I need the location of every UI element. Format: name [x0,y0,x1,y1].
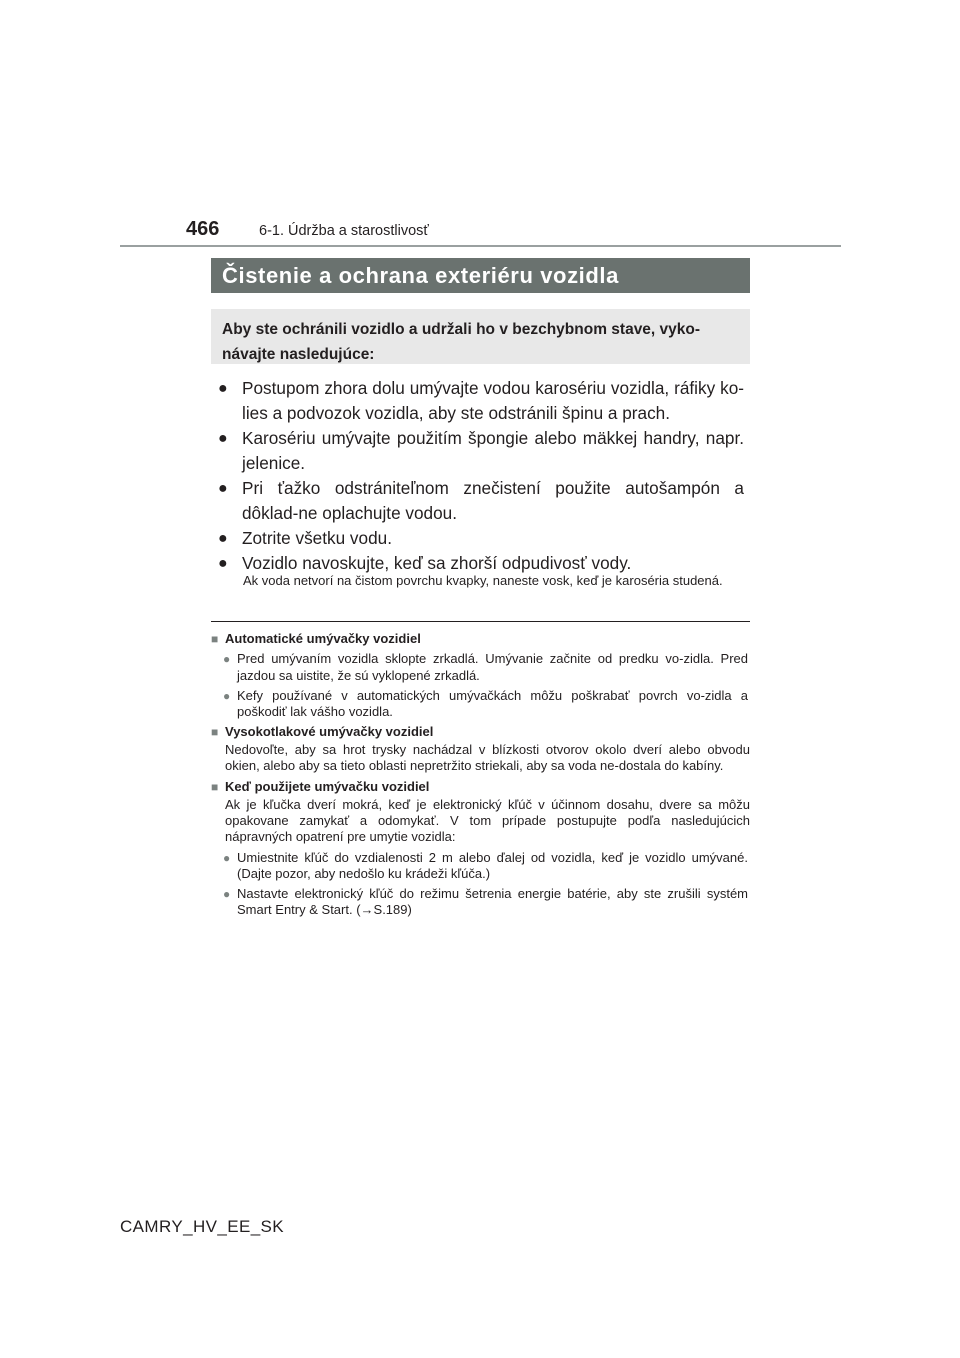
list-item: ● Zotrite všetku vodu. [218,526,744,551]
page-number: 466 [186,218,220,240]
intro-text: Aby ste ochránili vozidlo a udržali ho v bezchybnom stave, vyko-návajte nasledujúce: [222,321,701,363]
bullet-icon: ● [218,480,228,497]
square-icon: ■ [211,725,219,740]
bullet-icon: ● [223,850,231,865]
square-icon: ■ [211,780,219,795]
wax-note: Ak voda netvorí na čistom povrchu kvapky, naneste vosk, keď je karoséria studená. [243,573,723,588]
note-bullet: ● Kefy používané v automatických umývačkách môžu poškrabať povrch vo-zidla a poškodiť lak vášho vozidla. [223,687,748,720]
footer-model-code: CAMRY_HV_EE_SK [120,1217,285,1236]
note-heading: ■ Automatické umývačky vozidiel [211,631,421,646]
bullet-icon: ● [218,430,228,447]
note-paragraph: Ak je kľučka dverí mokrá, keď je elektronický kľúč v účinnom dosahu, dvere sa môžu opakovane zamykať a odomykať. V tom prípade postupujte podľa nasledujúcich nápravných opatrení pre umytie vozidla: [225,796,750,845]
note-bullet: ● Umiestnite kľúč do vzdialenosti 2 m alebo ďalej od vozidla, keď je vozidlo umývané. (Dajte pozor, aby nedošlo ku krádeži kľúča.) [223,849,748,881]
section-label: 6-1. Údržba a starostlivosť [259,223,429,239]
list-item: ● Pri ťažko odstrániteľnom znečistení použite autošampón a dôklad-ne oplachujte vodou. [218,478,744,523]
bullet-icon: ● [223,887,231,902]
page-title-bar [211,258,750,293]
note-bullet: ● Pred umývaním vozidla sklopte zrkadlá. Umývanie začnite od predku vo-zidla. Pred jazdou sa uistite, že sú vyklopené zrkadlá. [223,651,748,683]
bullet-icon: ● [223,652,231,667]
notes-section [211,629,750,919]
bullet-icon: ● [218,530,228,547]
list-item: ● Karosériu umývajte použitím špongie alebo mäkkej handry, napr. jelenice. [218,428,744,473]
list-item: ● Postupom zhora dolu umývajte vodou karosériu vozidla, ráfiky ko-lies a podvozok vozidla, aby ste odstránili špinu a prach. [218,378,744,423]
header-divider [120,245,841,247]
bullet-icon: ● [218,380,228,397]
bullet-icon: ● [223,688,231,703]
page-title: Čistenie a ochrana exteriéru vozidla [222,263,619,288]
note-bullet: ● Nastavte elektronický kľúč do režimu šetrenia energie batérie, aby ste zrušili systém Smart Entry & Start. (→S.189) [223,886,748,918]
note-heading: ■ Keď použijete umývačku vozidiel [211,779,430,795]
section-divider [211,621,750,622]
note-paragraph: Nedovoľte, aby sa hrot trysky nachádzal v blízkosti otvorov okolo dverí alebo obvodu okien, alebo aby sa tieto oblasti nepretržito striekali, aby sa voda ne-dostala do kabíny. [225,741,750,774]
square-icon: ■ [211,632,219,646]
list-item: ● Vozidlo navoskujte, keď sa zhorší odpudivosť vody. [218,551,744,576]
intro-box [211,309,750,364]
main-list [218,376,744,576]
note-heading: ■ Vysokotlakové umývačky vozidiel [211,724,434,740]
bullet-icon: ● [218,555,228,572]
